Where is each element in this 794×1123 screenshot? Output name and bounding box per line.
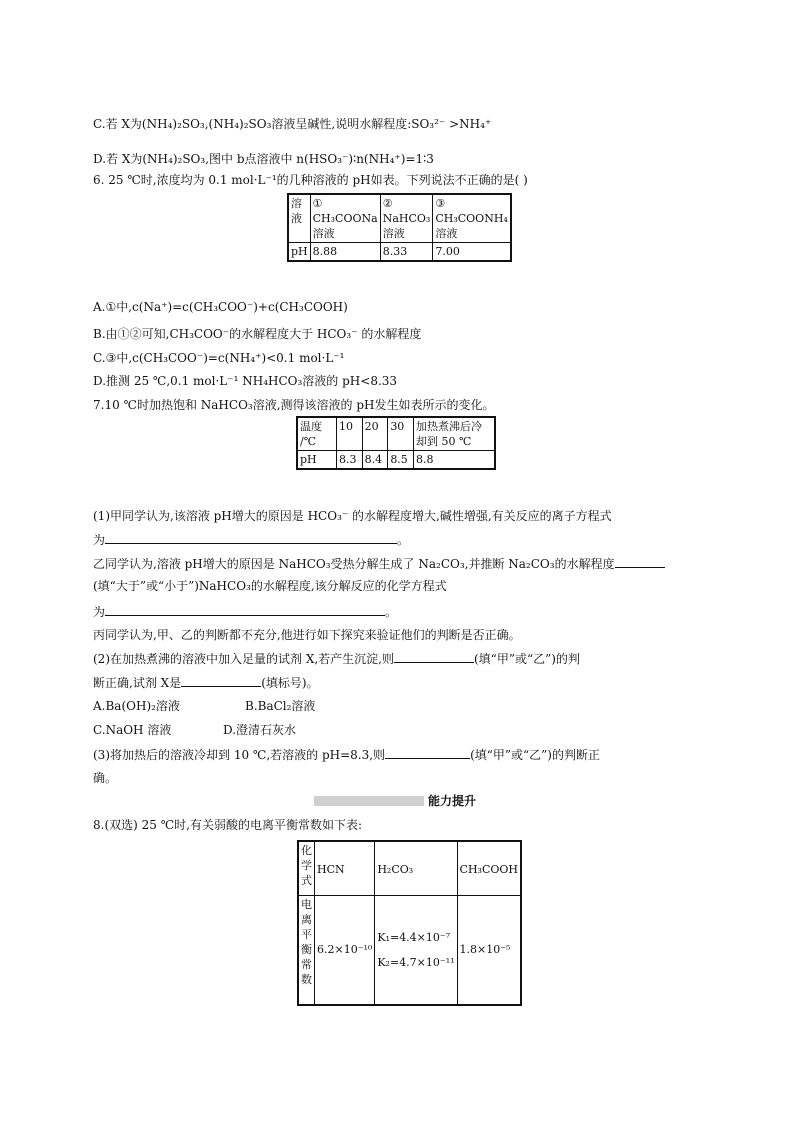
q6-header-col2: ② NaHCO₃ 溶液 xyxy=(380,194,433,243)
q6-option-a: A.①中,c(Na⁺)=c(CH₃COO⁻)+c(CH₃COOH) xyxy=(93,300,348,314)
q7-options-row2 xyxy=(93,722,296,738)
q7-answer-blank-ionic[interactable] xyxy=(105,531,397,544)
q8-header-hcn: HCN xyxy=(315,841,375,895)
q8-value-h2co3: K₁=4.4×10⁻⁷ K₂=4.7×10⁻¹¹ xyxy=(375,895,457,1005)
q8-header-h2co3: H₂CO₃ xyxy=(375,841,457,895)
q6-option-d: D.推测 25 ℃,0.1 mol·L⁻¹ NH₄HCO₃溶液的 pH<8.33 xyxy=(93,374,398,388)
q7-part1-text: (1)甲同学认为,该溶液 pH增大的原因是 HCO₃⁻ 的水解程度增大,碱性增强,有关反应的离子方程式 xyxy=(93,509,612,523)
q8-constant-table xyxy=(297,840,522,1006)
q5-option-d: D.若 X为(NH₄)₂SO₃,图中 b点溶液中 n(HSO₃⁻)∶n(NH₄⁺)=1∶3 xyxy=(93,152,434,166)
q7-answer-blank-cooled[interactable] xyxy=(385,746,470,759)
q7-header-temp: 温度 /℃ xyxy=(297,417,337,451)
q7-header-30: 30 xyxy=(388,417,414,451)
section-title: 能力提升 xyxy=(428,794,477,808)
q7-options-row1 xyxy=(93,698,315,714)
q7-bing-text: 丙同学认为,甲、乙的判断都不充分,他进行如下探究来验证他们的判断是否正确。 xyxy=(93,628,521,642)
q7-ph-table xyxy=(296,416,496,470)
q7-part2-text-2: 断正确,试剂 X是 (填标号)。 xyxy=(93,676,319,690)
q7-option-b: B.BaCl₂溶液 xyxy=(245,699,316,713)
q8-header-ch3cooh: CH₃COOH xyxy=(457,841,521,895)
q6-row-ph-col3: 7.00 xyxy=(433,243,511,262)
q8-value-ch3cooh: 1.8×10⁻⁵ xyxy=(457,895,521,1005)
q7-row-ph-boiled: 8.8 xyxy=(413,451,495,470)
q6-header-solution: 溶液 xyxy=(288,194,310,243)
q7-part1-answer-line: 为 。 xyxy=(93,533,410,547)
q7-answer-blank-reagent[interactable] xyxy=(181,674,261,687)
q6-header-col1: ① CH₃COONa 溶液 xyxy=(310,194,380,243)
q7-answer-blank-equation[interactable] xyxy=(105,603,385,616)
q7-stem: 7.10 ℃时加热饱和 NaHCO₃溶液,测得该溶液的 pH发生如表所示的变化。 xyxy=(93,398,495,412)
q7-option-a: A.Ba(OH)₂溶液 xyxy=(93,699,180,713)
q7-option-c: C.NaOH 溶液 xyxy=(93,723,172,737)
q7-part3-text-2: 确。 xyxy=(93,771,118,785)
q7-yi-answer-line: 为 。 xyxy=(93,605,398,619)
section-bar xyxy=(314,796,424,806)
q7-answer-blank-compare[interactable] xyxy=(615,555,665,568)
q6-row-ph-col2: 8.33 xyxy=(380,243,433,262)
q6-row-ph-label: pH xyxy=(288,243,310,262)
q8-header-formula: 化 学 式 xyxy=(298,841,315,895)
q5-option-c: C.若 X为(NH₄)₂SO₃,(NH₄)₂SO₃溶液呈碱性,说明水解程度:SO₃²⁻ >NH₄⁺ xyxy=(93,117,492,131)
q6-row-ph-col1: 8.88 xyxy=(310,243,380,262)
q8-value-hcn: 6.2×10⁻¹⁰ xyxy=(315,895,375,1005)
q7-part2-text: (2)在加热煮沸的溶液中加入足量的试剂 X,若产生沉淀,则 (填“甲”或“乙”)的判 xyxy=(93,652,580,666)
q6-ph-table xyxy=(287,193,512,262)
q7-yi-text-2: (填“大于”或“小于”)NaHCO₃的水解程度,该分解反应的化学方程式 xyxy=(93,579,447,593)
q8-row-constant-label: 电 离 平 衡 常 数 xyxy=(298,895,315,1005)
q7-row-ph-label: pH xyxy=(297,451,337,470)
q7-part3-text: (3)将加热后的溶液冷却到 10 ℃,若溶液的 pH=8.3,则 (填“甲”或“乙”)的判断正 xyxy=(93,748,600,762)
q7-row-ph-20: 8.4 xyxy=(362,451,388,470)
q7-header-20: 20 xyxy=(362,417,388,451)
q7-yi-text: 乙同学认为,溶液 pH增大的原因是 NaHCO₃受热分解生成了 Na₂CO₃,并推断 Na₂CO₃的水解程度 xyxy=(93,555,665,572)
q7-header-10: 10 xyxy=(337,417,363,451)
q6-option-c: C.③中,c(CH₃COO⁻)=c(NH₄⁺)<0.1 mol·L⁻¹ xyxy=(93,351,345,365)
q7-row-ph-10: 8.3 xyxy=(337,451,363,470)
q7-row-ph-30: 8.5 xyxy=(388,451,414,470)
q7-option-d: D.澄清石灰水 xyxy=(223,723,297,737)
q7-answer-blank-judge[interactable] xyxy=(394,650,474,663)
q8-stem: 8.(双选) 25 ℃时,有关弱酸的电离平衡常数如下表: xyxy=(93,818,362,832)
q6-option-b: B.由①②可知,CH₃COO⁻的水解程度大于 HCO₃⁻ 的水解程度 xyxy=(93,327,422,341)
q6-header-col3: ③ CH₃COONH₄ 溶液 xyxy=(433,194,511,243)
q6-stem: 6. 25 ℃时,浓度均为 0.1 mol·L⁻¹的几种溶液的 pH如表。下列说法不正确的是( ) xyxy=(93,173,528,187)
q7-header-boiled: 加热煮沸后冷 却到 50 ℃ xyxy=(413,417,495,451)
